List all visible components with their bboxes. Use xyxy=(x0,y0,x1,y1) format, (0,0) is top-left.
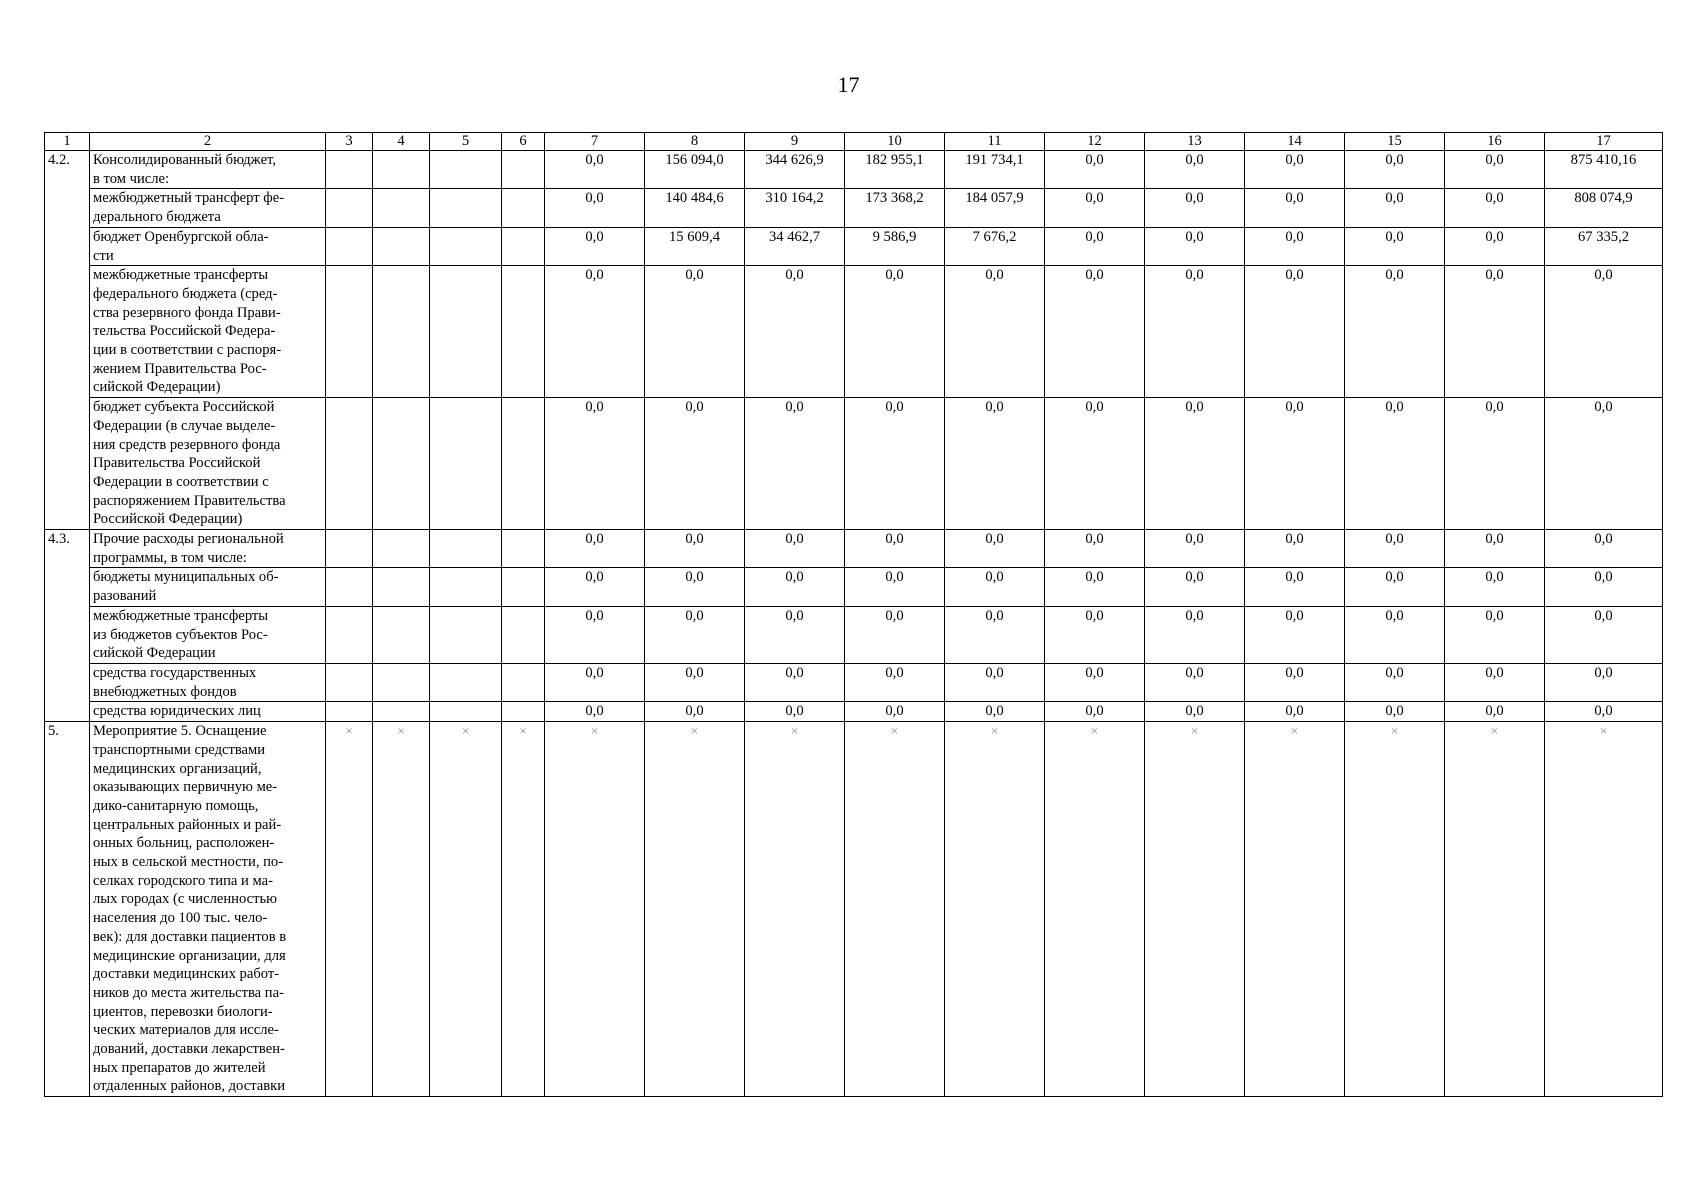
value-cell-col-10: 182 955,1 xyxy=(845,151,945,189)
value-cell-col-11: 0,0 xyxy=(945,266,1045,398)
cell-c5 xyxy=(430,530,502,568)
value-cell-col-12: 0,0 xyxy=(1045,151,1145,189)
cell-c4 xyxy=(373,663,430,701)
row-name: межбюджетные трансферты из бюджетов субъектов Рос- сийской Федерации xyxy=(90,606,326,663)
value-cell-col-12: 0,0 xyxy=(1045,530,1145,568)
cell-c4 xyxy=(373,606,430,663)
value-cell-col-9: 0,0 xyxy=(745,663,845,701)
value-cell-col-11: 0,0 xyxy=(945,702,1045,722)
value-cell-col-9: 0,0 xyxy=(745,606,845,663)
value-cell-col-10: 0,0 xyxy=(845,702,945,722)
value-cell-col-13: 0,0 xyxy=(1145,266,1245,398)
value-cell-col-15: 0,0 xyxy=(1345,266,1445,398)
budget-table xyxy=(44,132,1663,1097)
value-cell-col-8: 0,0 xyxy=(645,606,745,663)
cell-c5 xyxy=(430,189,502,227)
value-cell-col-17: 0,0 xyxy=(1545,398,1663,530)
value-cell-col-14: 0,0 xyxy=(1245,530,1345,568)
cell-c5 xyxy=(430,151,502,189)
row-code xyxy=(45,663,90,701)
cell-c6 xyxy=(502,227,545,265)
value-cell-col-12: 0,0 xyxy=(1045,398,1145,530)
value-cell-col-8: 0,0 xyxy=(645,702,745,722)
row-name: бюджет Оренбургской обла- сти xyxy=(90,227,326,265)
value-cell-col-11: 0,0 xyxy=(945,663,1045,701)
value-cell-col-12: 0,0 xyxy=(1045,663,1145,701)
column-number-13: 13 xyxy=(1145,133,1245,151)
cell-c4 xyxy=(373,702,430,722)
row-name: бюджеты муниципальных об- разований xyxy=(90,568,326,606)
value-cell-col-10: 173 368,2 xyxy=(845,189,945,227)
table-body xyxy=(45,133,1663,1097)
value-cell-col-15: × xyxy=(1345,722,1445,1097)
value-cell-col-9: 34 462,7 xyxy=(745,227,845,265)
cell-c6 xyxy=(502,189,545,227)
cell-c6 xyxy=(502,606,545,663)
row-code xyxy=(45,606,90,663)
column-number-17: 17 xyxy=(1545,133,1663,151)
value-cell-col-7: 0,0 xyxy=(545,530,645,568)
cell-c6: × xyxy=(502,722,545,1097)
value-cell-col-16: 0,0 xyxy=(1445,530,1545,568)
value-cell-col-17: 0,0 xyxy=(1545,530,1663,568)
row-code: 4.2. xyxy=(45,151,90,189)
value-cell-col-9: 310 164,2 xyxy=(745,189,845,227)
value-cell-col-15: 0,0 xyxy=(1345,663,1445,701)
cell-c3 xyxy=(326,606,373,663)
table-row xyxy=(45,227,1663,265)
value-cell-col-15: 0,0 xyxy=(1345,568,1445,606)
value-cell-col-13: 0,0 xyxy=(1145,227,1245,265)
value-cell-col-11: 0,0 xyxy=(945,398,1045,530)
value-cell-col-17: 0,0 xyxy=(1545,266,1663,398)
value-cell-col-10: 0,0 xyxy=(845,266,945,398)
row-code xyxy=(45,702,90,722)
value-cell-col-16: 0,0 xyxy=(1445,568,1545,606)
value-cell-col-15: 0,0 xyxy=(1345,530,1445,568)
cell-c3 xyxy=(326,530,373,568)
value-cell-col-12: 0,0 xyxy=(1045,189,1145,227)
value-cell-col-8: 0,0 xyxy=(645,398,745,530)
value-cell-col-15: 0,0 xyxy=(1345,398,1445,530)
value-cell-col-7: × xyxy=(545,722,645,1097)
row-code xyxy=(45,568,90,606)
row-name: межбюджетный трансферт фе- дерального бюджета xyxy=(90,189,326,227)
value-cell-col-14: × xyxy=(1245,722,1345,1097)
cell-c3 xyxy=(326,266,373,398)
value-cell-col-17: 0,0 xyxy=(1545,663,1663,701)
value-cell-col-14: 0,0 xyxy=(1245,663,1345,701)
value-cell-col-7: 0,0 xyxy=(545,398,645,530)
cell-c3 xyxy=(326,227,373,265)
cell-c6 xyxy=(502,663,545,701)
cell-c4 xyxy=(373,227,430,265)
value-cell-col-8: 0,0 xyxy=(645,568,745,606)
column-number-5: 5 xyxy=(430,133,502,151)
row-code: 4.3. xyxy=(45,530,90,568)
column-number-9: 9 xyxy=(745,133,845,151)
value-cell-col-15: 0,0 xyxy=(1345,702,1445,722)
cell-c5 xyxy=(430,606,502,663)
value-cell-col-15: 0,0 xyxy=(1345,189,1445,227)
cell-c4 xyxy=(373,530,430,568)
cell-c3 xyxy=(326,568,373,606)
row-name: Консолидированный бюджет, в том числе: xyxy=(90,151,326,189)
value-cell-col-16: 0,0 xyxy=(1445,398,1545,530)
value-cell-col-16: 0,0 xyxy=(1445,663,1545,701)
cell-c6 xyxy=(502,151,545,189)
value-cell-col-9: 0,0 xyxy=(745,398,845,530)
value-cell-col-8: 156 094,0 xyxy=(645,151,745,189)
column-number-2: 2 xyxy=(90,133,326,151)
column-number-14: 14 xyxy=(1245,133,1345,151)
value-cell-col-16: 0,0 xyxy=(1445,227,1545,265)
value-cell-col-14: 0,0 xyxy=(1245,568,1345,606)
value-cell-col-12: 0,0 xyxy=(1045,227,1145,265)
value-cell-col-14: 0,0 xyxy=(1245,151,1345,189)
cell-c3: × xyxy=(326,722,373,1097)
value-cell-col-7: 0,0 xyxy=(545,227,645,265)
column-number-header-row xyxy=(45,133,1663,151)
value-cell-col-9: 0,0 xyxy=(745,702,845,722)
cell-c6 xyxy=(502,266,545,398)
value-cell-col-14: 0,0 xyxy=(1245,266,1345,398)
value-cell-col-14: 0,0 xyxy=(1245,227,1345,265)
table-row xyxy=(45,530,1663,568)
column-number-8: 8 xyxy=(645,133,745,151)
row-code xyxy=(45,227,90,265)
cell-c4 xyxy=(373,398,430,530)
value-cell-col-9: × xyxy=(745,722,845,1097)
value-cell-col-9: 344 626,9 xyxy=(745,151,845,189)
value-cell-col-12: 0,0 xyxy=(1045,702,1145,722)
value-cell-col-12: 0,0 xyxy=(1045,568,1145,606)
value-cell-col-16: 0,0 xyxy=(1445,266,1545,398)
cell-c5 xyxy=(430,227,502,265)
value-cell-col-11: 0,0 xyxy=(945,568,1045,606)
value-cell-col-13: 0,0 xyxy=(1145,398,1245,530)
table-row xyxy=(45,568,1663,606)
cell-c5 xyxy=(430,398,502,530)
value-cell-col-17: × xyxy=(1545,722,1663,1097)
value-cell-col-16: × xyxy=(1445,722,1545,1097)
value-cell-col-7: 0,0 xyxy=(545,568,645,606)
value-cell-col-15: 0,0 xyxy=(1345,227,1445,265)
value-cell-col-11: 0,0 xyxy=(945,530,1045,568)
value-cell-col-10: 0,0 xyxy=(845,568,945,606)
value-cell-col-7: 0,0 xyxy=(545,606,645,663)
value-cell-col-8: 0,0 xyxy=(645,266,745,398)
table-row xyxy=(45,702,1663,722)
cell-c5 xyxy=(430,568,502,606)
cell-c4 xyxy=(373,151,430,189)
table-row xyxy=(45,398,1663,530)
cell-c5 xyxy=(430,266,502,398)
table-row xyxy=(45,151,1663,189)
value-cell-col-13: × xyxy=(1145,722,1245,1097)
cell-c4 xyxy=(373,266,430,398)
cell-c5: × xyxy=(430,722,502,1097)
table-row xyxy=(45,189,1663,227)
value-cell-col-17: 0,0 xyxy=(1545,606,1663,663)
column-number-10: 10 xyxy=(845,133,945,151)
value-cell-col-17: 808 074,9 xyxy=(1545,189,1663,227)
cell-c3 xyxy=(326,663,373,701)
column-number-1: 1 xyxy=(45,133,90,151)
value-cell-col-17: 875 410,16 xyxy=(1545,151,1663,189)
value-cell-col-13: 0,0 xyxy=(1145,702,1245,722)
value-cell-col-17: 0,0 xyxy=(1545,702,1663,722)
cell-c6 xyxy=(502,702,545,722)
value-cell-col-13: 0,0 xyxy=(1145,568,1245,606)
value-cell-col-9: 0,0 xyxy=(745,266,845,398)
value-cell-col-15: 0,0 xyxy=(1345,606,1445,663)
value-cell-col-16: 0,0 xyxy=(1445,189,1545,227)
table-row xyxy=(45,606,1663,663)
column-number-6: 6 xyxy=(502,133,545,151)
value-cell-col-14: 0,0 xyxy=(1245,606,1345,663)
page-number: 17 xyxy=(837,72,860,97)
row-name: средства государственных внебюджетных фондов xyxy=(90,663,326,701)
value-cell-col-9: 0,0 xyxy=(745,568,845,606)
cell-c3 xyxy=(326,702,373,722)
cell-c3 xyxy=(326,398,373,530)
value-cell-col-13: 0,0 xyxy=(1145,606,1245,663)
cell-c5 xyxy=(430,663,502,701)
value-cell-col-13: 0,0 xyxy=(1145,189,1245,227)
value-cell-col-9: 0,0 xyxy=(745,530,845,568)
row-code xyxy=(45,398,90,530)
table-row xyxy=(45,266,1663,398)
cell-c3 xyxy=(326,189,373,227)
value-cell-col-8: 0,0 xyxy=(645,530,745,568)
cell-c6 xyxy=(502,398,545,530)
value-cell-col-12: 0,0 xyxy=(1045,606,1145,663)
value-cell-col-7: 0,0 xyxy=(545,151,645,189)
value-cell-col-8: 0,0 xyxy=(645,663,745,701)
column-number-3: 3 xyxy=(326,133,373,151)
value-cell-col-11: × xyxy=(945,722,1045,1097)
value-cell-col-7: 0,0 xyxy=(545,702,645,722)
table-row xyxy=(45,722,1663,1097)
row-name: Прочие расходы региональной программы, в том числе: xyxy=(90,530,326,568)
value-cell-col-7: 0,0 xyxy=(545,189,645,227)
column-number-15: 15 xyxy=(1345,133,1445,151)
value-cell-col-13: 0,0 xyxy=(1145,530,1245,568)
cell-c4 xyxy=(373,189,430,227)
column-number-4: 4 xyxy=(373,133,430,151)
value-cell-col-7: 0,0 xyxy=(545,266,645,398)
value-cell-col-10: 0,0 xyxy=(845,606,945,663)
value-cell-col-12: × xyxy=(1045,722,1145,1097)
value-cell-col-14: 0,0 xyxy=(1245,702,1345,722)
value-cell-col-16: 0,0 xyxy=(1445,606,1545,663)
cell-c6 xyxy=(502,568,545,606)
cell-c5 xyxy=(430,702,502,722)
column-number-16: 16 xyxy=(1445,133,1545,151)
value-cell-col-10: × xyxy=(845,722,945,1097)
value-cell-col-8: × xyxy=(645,722,745,1097)
value-cell-col-11: 0,0 xyxy=(945,606,1045,663)
column-number-11: 11 xyxy=(945,133,1045,151)
row-name: межбюджетные трансферты федерального бюджета (сред- ства резервного фонда Прави- тельства Российской Федера- ции в соответствии с распоря- жением Правительства Рос- сийской Федерации) xyxy=(90,266,326,398)
cell-c3 xyxy=(326,151,373,189)
value-cell-col-13: 0,0 xyxy=(1145,663,1245,701)
table-row xyxy=(45,663,1663,701)
row-code xyxy=(45,266,90,398)
value-cell-col-15: 0,0 xyxy=(1345,151,1445,189)
value-cell-col-10: 0,0 xyxy=(845,530,945,568)
value-cell-col-11: 191 734,1 xyxy=(945,151,1045,189)
row-code xyxy=(45,189,90,227)
row-name: бюджет субъекта Российской Федерации (в случае выделе- ния средств резервного фонда Правительства Российской Федерации в соответствии с распоряжением Правительства Российской Федерации) xyxy=(90,398,326,530)
value-cell-col-8: 140 484,6 xyxy=(645,189,745,227)
cell-c6 xyxy=(502,530,545,568)
value-cell-col-11: 7 676,2 xyxy=(945,227,1045,265)
value-cell-col-10: 0,0 xyxy=(845,398,945,530)
row-name: средства юридических лиц xyxy=(90,702,326,722)
value-cell-col-7: 0,0 xyxy=(545,663,645,701)
value-cell-col-11: 184 057,9 xyxy=(945,189,1045,227)
value-cell-col-16: 0,0 xyxy=(1445,702,1545,722)
value-cell-col-10: 9 586,9 xyxy=(845,227,945,265)
cell-c4 xyxy=(373,568,430,606)
value-cell-col-16: 0,0 xyxy=(1445,151,1545,189)
value-cell-col-10: 0,0 xyxy=(845,663,945,701)
cell-c4: × xyxy=(373,722,430,1097)
value-cell-col-17: 0,0 xyxy=(1545,568,1663,606)
value-cell-col-14: 0,0 xyxy=(1245,398,1345,530)
column-number-12: 12 xyxy=(1045,133,1145,151)
value-cell-col-13: 0,0 xyxy=(1145,151,1245,189)
row-name: Мероприятие 5. Оснащение транспортными средствами медицинских организаций, оказывающих первичную ме- дико-санитарную помощь, центральных районных и рай- онных больниц, расположен- ных в сельской местности, по- селках городского типа и ма- лых городах (с численностью населения до 100 тыс. чело- век): для доставки пациентов в медицинские организации, для доставки медицинских работ- ников до места жительства па- циентов, перевозки биологи- ческих материалов для иссле- дований, доставки лекарствен- ных препаратов до жителей отдаленных районов, доставки xyxy=(90,722,326,1097)
column-number-7: 7 xyxy=(545,133,645,151)
value-cell-col-17: 67 335,2 xyxy=(1545,227,1663,265)
value-cell-col-8: 15 609,4 xyxy=(645,227,745,265)
value-cell-col-12: 0,0 xyxy=(1045,266,1145,398)
row-code: 5. xyxy=(45,722,90,1097)
value-cell-col-14: 0,0 xyxy=(1245,189,1345,227)
